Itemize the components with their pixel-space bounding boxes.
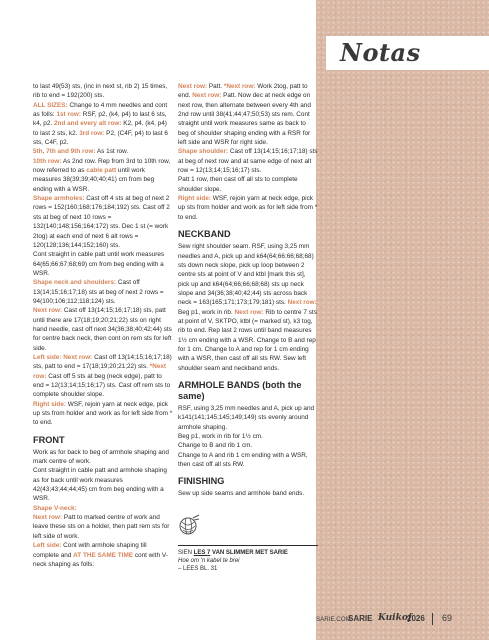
- paragraph: [33, 157, 173, 194]
- text-run: Cast off 13(14;15;16;17;18) sts, patt to end = 17(18;19;20;21;22) sts.: [33, 353, 172, 371]
- highlight-label: Shape armholes:: [33, 195, 85, 203]
- highlight-label: Shape shoulder:: [178, 148, 229, 156]
- highlight-label: AT THE SAME TIME: [73, 551, 134, 559]
- paragraph: [178, 404, 318, 432]
- text-run: Work as for back to beg of armhole shaping and mark centre of work.: [33, 448, 169, 466]
- text-run: Beg p1, work in rib for 1½ cm.: [178, 433, 263, 440]
- highlight-label: Right side:: [33, 400, 67, 408]
- text-run: RSF, p2, (k4, p4) to last 6 sts, k4, p2.: [33, 111, 167, 128]
- text-run: Cast off 13(14;15;16;17;18) sts, patt until there are 17(18;19;20;21;22) sts on right hand needle, cast off next 34(36;38;40;42;44) sts for centre back neck, then cont on rem sts for left side.: [33, 307, 172, 352]
- text-run: Patt.: [207, 83, 224, 90]
- paragraph: [33, 82, 173, 101]
- highlight-label: 2nd and every alt row:: [53, 120, 122, 128]
- paragraph: [178, 489, 318, 498]
- text-run: Cast off 13(14;15;16;17;18) sts at beg of next 2 rows = 94(100;106;112;118;124) sts.: [33, 279, 164, 305]
- page-footer: [316, 612, 489, 628]
- highlight-label: 1st row:: [56, 111, 81, 119]
- text-run: Patt 1 row, then cast off all sts to complete shoulder slope.: [178, 176, 298, 193]
- footer-divider: [432, 613, 433, 625]
- paragraph: [33, 306, 173, 353]
- text-run: Cont straight in cable patt and armhole shaping as for back until work measures 42(43;43;44;44;45) cm from beg ending with a WSR.: [33, 467, 167, 503]
- highlight-label: Next row:: [234, 308, 264, 316]
- footer-site: SARIE.COM: [316, 616, 351, 623]
- text-run: Rib to centre 7 sts at point of V, SKTPO, ktbl (= marked st), k3 tog, rib to end. Rep last 2 rows until band measures 1½ cm ending with a WSR. Change to B and rep for 1 cm. Change to A and rep for 1 cm ending with a WSR, then cast off all sts RW. Sew left shoulder seam and neckband ends.: [178, 308, 317, 372]
- highlight-label: Next row:: [192, 92, 222, 100]
- text-run: ARMHOLE BANDS (both the same): [178, 379, 302, 401]
- text-run: Sew up side seams and armhole band ends.: [178, 490, 305, 498]
- text-run: As 1st row.: [95, 148, 129, 156]
- highlight-label: Left side:: [33, 353, 62, 361]
- decorative-sidebar: [316, 0, 489, 640]
- paragraph: [178, 194, 318, 222]
- highlight-label: Next row:: [178, 83, 208, 90]
- column-left: [33, 82, 173, 569]
- section-heading: [33, 435, 173, 446]
- paragraph: [178, 82, 318, 147]
- column-right: [178, 82, 318, 499]
- paragraph: [33, 504, 173, 513]
- paragraph: [33, 400, 173, 428]
- paragraph: [33, 541, 173, 569]
- highlight-label: cable patt: [86, 167, 117, 175]
- highlight-label: Next row:: [287, 299, 317, 307]
- text-run: K2, p4, (k4, p4) to last 2 sts, k2.: [33, 120, 167, 137]
- highlight-label: Right side:: [178, 195, 212, 203]
- paragraph: [178, 175, 318, 194]
- paragraph: [33, 278, 173, 306]
- highlight-label: 10th row:: [33, 157, 62, 165]
- footnote-subtitle: Hoe om 'n kabel te brei: [178, 558, 240, 564]
- section-heading: [178, 476, 318, 487]
- paragraph: [33, 466, 173, 503]
- highlight-label: Next row:: [33, 307, 63, 315]
- footer-magazine: SARIE: [348, 614, 373, 623]
- text-run: FRONT: [33, 434, 65, 445]
- paragraph: [33, 250, 173, 278]
- text-run: Change to 4 mm needles and cont as folls:: [33, 101, 168, 119]
- footnote-lead: SIEN: [178, 550, 194, 556]
- highlight-label: Next row:: [63, 353, 93, 361]
- notes-tab: [326, 36, 489, 70]
- text-run: Change to B and rib 1 cm.: [178, 442, 253, 450]
- paragraph: [33, 194, 173, 250]
- section-heading: [178, 380, 318, 402]
- text-run: Cast off 5 sts at beg (neck edge), patt to end = 12(13;14;15;16;17) sts. Cast off rem sts to complete shoulder slope.: [33, 372, 171, 399]
- text-run: Sew right shoulder seam. RSF, using 3,25 mm needles and A, pick up and k64(64;66;66;68;68) sts down neck slope, pick up loop between 2 centre sts at point of V and ktbl [mark this st], pick up and k64(64;66;66;68;68) sts up neck slope and 34(36;38;40;42;44) sts across back neck = 163(165;171;173;179;181) sts.: [178, 243, 314, 307]
- text-run: RSF, using 3,25 mm needles and A, pick up and k141(141;145;145;149;149) sts evenly around armhole shaping.: [178, 404, 315, 431]
- highlight-label: *Next row:: [223, 83, 256, 90]
- text-run: Cont with armhole shaping till complete and: [33, 542, 147, 559]
- paragraph: [178, 432, 318, 441]
- text-run: FINISHING: [178, 476, 225, 487]
- paragraph: [33, 353, 173, 400]
- paragraph: [178, 441, 318, 450]
- highlight-label: Left side:: [33, 542, 62, 550]
- text-run: Cont straight in cable patt until work measures 64(65;66;67;68;69) cm from beg ending with a WSR.: [33, 251, 165, 277]
- paragraph: [33, 101, 173, 148]
- paragraph: [33, 448, 173, 467]
- highlight-label: 3rd row:: [79, 129, 105, 137]
- section-heading: [178, 229, 318, 240]
- text-run: Cast off 4 sts at beg of next 2 rows = 152(160;168;176;184;192) sts. Cast off 2 sts at beg of next 10 rows = 132(140;148;156;164;172) sts. Dec 1 st (= work 2tog) at each end of next 6 alt rows = 120(128;136;144;152;160) sts.: [33, 195, 170, 249]
- highlight-label: 5th, 7th and 9th row:: [33, 148, 96, 156]
- yarn-ball-icon: [178, 514, 200, 538]
- paragraph: [178, 451, 318, 470]
- paragraph: [33, 147, 173, 156]
- footnote-lesson: LES 7: [193, 550, 211, 556]
- highlight-label: Shape neck and shoulders:: [33, 279, 117, 287]
- notes-title: Notas: [340, 38, 421, 67]
- text-run: Cast off 13(14;15;16;17;18) sts at beg of next row and at same edge of next alt row = 12(13;14;15;16;17) sts.: [178, 148, 318, 175]
- highlight-label: ALL SIZES:: [33, 101, 68, 109]
- text-run: As 2nd row. Rep from 3rd to 10th row, now referred to as: [33, 157, 171, 175]
- text-run: WSF, rejoin yarn at neck edge, pick up sts from holder and work as for left side from * to end.: [33, 400, 173, 427]
- text-run: NECKBAND: [178, 229, 231, 240]
- page-number: 69: [442, 613, 453, 623]
- paragraph: [178, 242, 318, 373]
- text-run: Change to A and rib 1 cm ending with a WSR, then cast off all sts RW.: [178, 451, 308, 469]
- footnote-rule: [178, 545, 318, 546]
- text-run: Work 2tog, patt to end.: [178, 83, 308, 100]
- highlight-label: Shape V-neck:: [33, 504, 77, 512]
- highlight-label: Next row:: [33, 514, 63, 522]
- text-run: Beg p1, work in rib.: [178, 308, 235, 316]
- text-run: WSF, rejoin yarn at neck edge, pick up sts from holder and work as for left side from * to end.: [178, 195, 318, 221]
- text-run: to last 49(53) sts, (inc in next st, rib 2) 15 times, rib to end = 192(200) sts.: [33, 83, 168, 100]
- text-run: P2, (C4F, p4) to last 6 sts, C4F, p2.: [33, 129, 168, 147]
- lesson-reference: [178, 545, 318, 573]
- text-run: until work measures 38(39;39;40;40;41) cm from beg ending with a WSR.: [33, 167, 155, 193]
- text-run: Patt to marked centre of work and leave these sts on a holder, then patt rem sts for left side of work.: [33, 514, 170, 540]
- footer-brand: Kuikof: [378, 613, 412, 623]
- paragraph: [33, 513, 173, 541]
- footnote-page: – LEES BL. 31: [178, 566, 218, 572]
- highlight-label: *Next row:: [33, 363, 167, 380]
- footer-year: 2026: [407, 614, 425, 623]
- text-run: Patt. Now dec at neck edge on next row, then alternate between every 4th and 2nd row until 38(41;44;47;50;53) sts rem. Cont straight until work measures same as back to beg of shoulder shaping ending with a RSR for left side and WSR for right side.: [178, 92, 311, 147]
- paragraph: [178, 147, 318, 175]
- footnote-tail: VAN SLIMMER MET SARIE: [210, 550, 288, 556]
- text-run: cont with V-neck shaping as folls:: [33, 551, 168, 568]
